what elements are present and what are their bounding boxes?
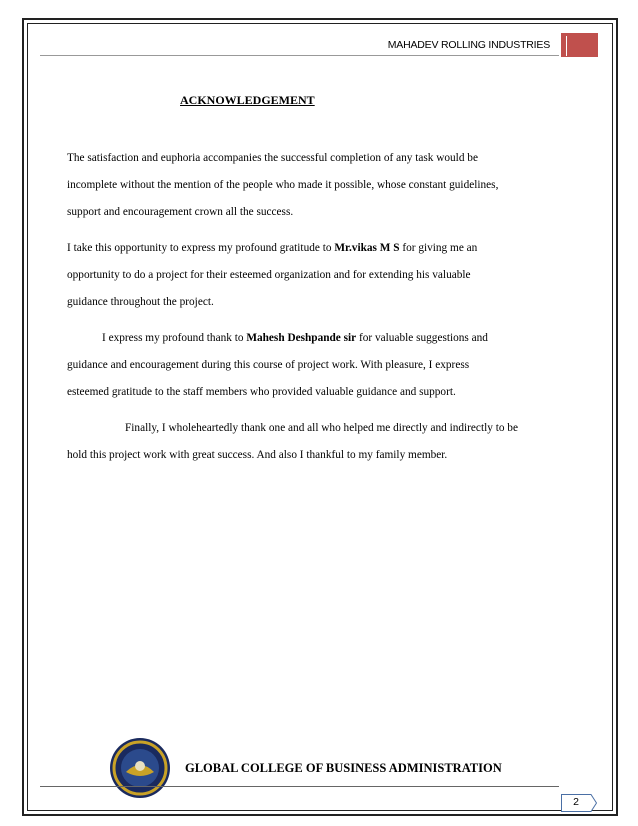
page-title: ACKNOWLEDGEMENT: [180, 93, 315, 107]
paragraph-3-text: for valuable suggestions and: [356, 332, 488, 344]
paragraph-2-text: I take this opportunity to express my profound gratitude to: [67, 242, 335, 254]
paragraph-4-line-2: hold this project work with great success. And also I thankful to my family member.: [67, 449, 448, 461]
person-name-vikas: Mr.vikas M S: [334, 242, 400, 254]
paragraph-2-line-3: guidance throughout the project.: [67, 296, 214, 308]
person-name-mahesh: Mahesh Deshpande sir: [246, 332, 357, 344]
paragraph-2-line-2: opportunity to do a project for their esteemed organization and for extending his valuable: [67, 269, 471, 281]
page-border-inner: [27, 23, 613, 811]
paragraph-3-line-1: [102, 332, 488, 344]
paragraph-1-line-2: incomplete without the mention of the people who made it possible, whose constant guidelines,: [67, 179, 499, 191]
header-title: MAHADEV ROLLING INDUSTRIES: [387, 39, 550, 51]
college-logo: [108, 736, 172, 800]
paragraph-3-line-2: guidance and encouragement during this course of project work. With pleasure, I express: [67, 359, 470, 371]
paragraph-3-line-3: esteemed gratitude to the staff members who provided valuable guidance and support.: [67, 386, 456, 398]
paragraph-2-text: for giving me an: [399, 242, 478, 254]
paragraph-1-line-3: support and encouragement crown all the success.: [67, 206, 294, 218]
page-number: 2: [573, 796, 579, 808]
header-accent-divider: [566, 36, 567, 56]
footer-rule: [40, 786, 559, 787]
header-rule: [40, 55, 559, 56]
paragraph-2-line-1: [67, 242, 477, 254]
footer-college-name: GLOBAL COLLEGE OF BUSINESS ADMINISTRATION: [185, 761, 502, 775]
paragraph-4-line-1: Finally, I wholeheartedly thank one and all who helped me directly and indirectly to be: [125, 422, 518, 434]
paragraph-3-text: I express my profound thank to: [102, 332, 247, 344]
paragraph-1-line-1: The satisfaction and euphoria accompanies the successful completion of any task would be: [67, 152, 478, 164]
